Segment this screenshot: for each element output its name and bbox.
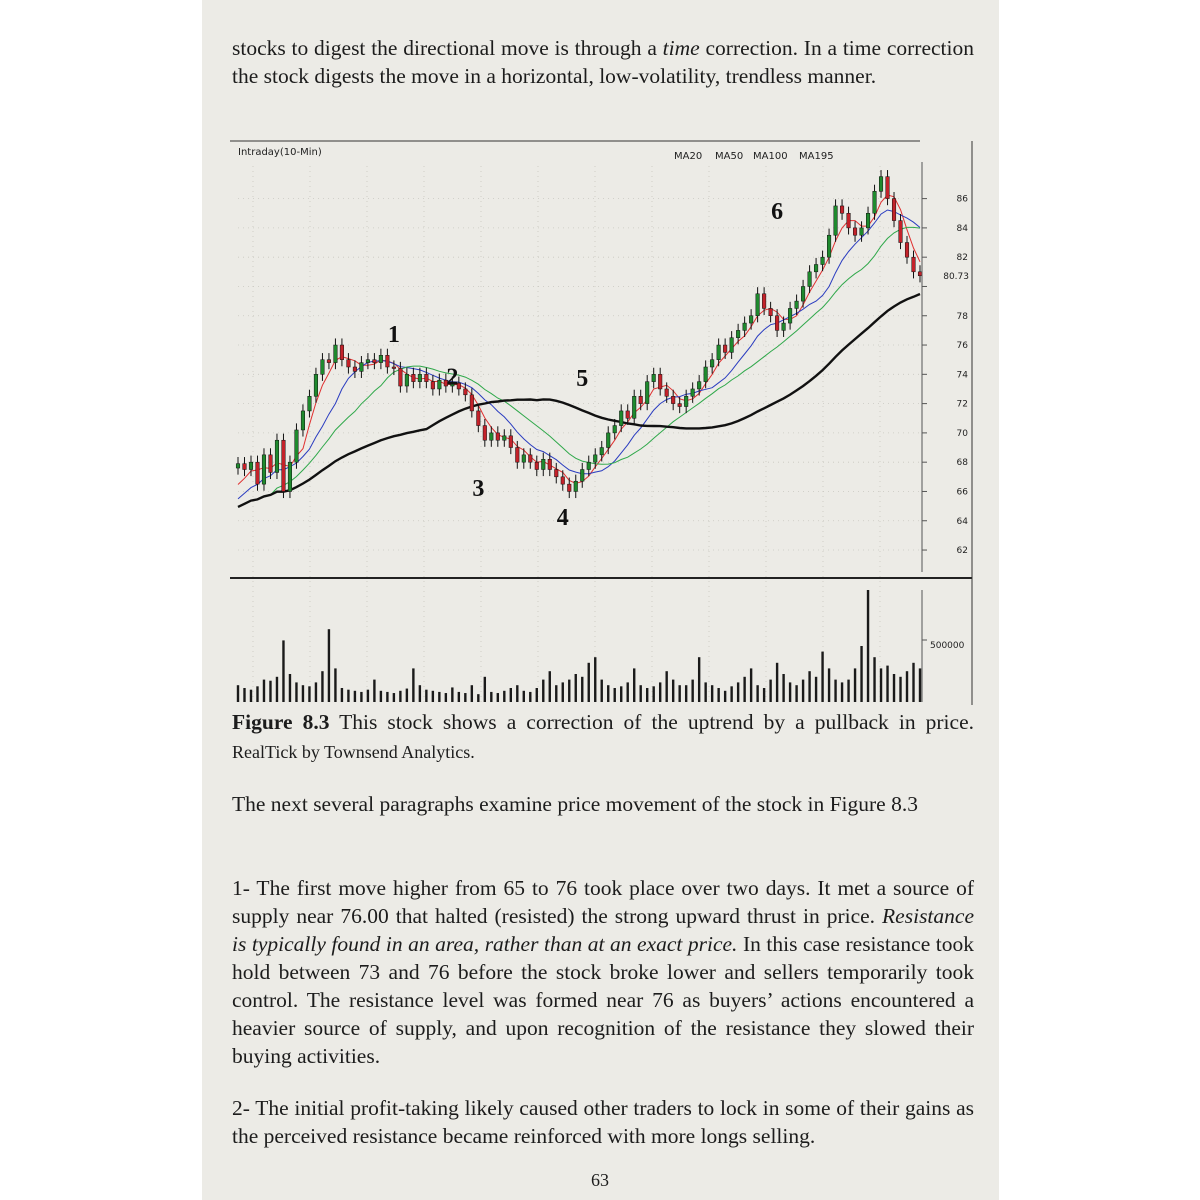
- volume-bar: [614, 688, 616, 702]
- volume-bar: [419, 685, 421, 702]
- volume-bar: [562, 682, 564, 702]
- volume-tick-label: 500000: [930, 641, 965, 651]
- volume-bar: [795, 685, 797, 702]
- candle-body: [652, 374, 656, 381]
- candle-body: [340, 345, 344, 360]
- candle-body: [314, 374, 318, 396]
- volume-bar: [308, 686, 310, 702]
- price-axis: [922, 162, 969, 702]
- candle-body: [431, 382, 435, 389]
- candle-body: [847, 213, 851, 228]
- candle-body: [360, 363, 364, 372]
- volume-bar: [627, 682, 629, 702]
- candle-body: [697, 382, 701, 389]
- volume-bar: [685, 685, 687, 702]
- volume-bar: [743, 677, 745, 702]
- volume-bar: [776, 663, 778, 702]
- candle-body: [905, 243, 909, 258]
- volume-bar: [510, 688, 512, 702]
- volume-bar: [568, 680, 570, 702]
- candle-body: [788, 308, 792, 323]
- volume-bar: [821, 652, 823, 702]
- price-tick-label: 82: [956, 253, 968, 264]
- volume-bar: [282, 640, 284, 702]
- candle-body: [600, 448, 604, 455]
- price-tick-label: 72: [956, 399, 968, 410]
- candle-body: [464, 389, 468, 395]
- legend-ma50: MA50: [715, 151, 744, 162]
- candle-body: [912, 257, 916, 272]
- candle-body: [249, 462, 253, 469]
- volume-bar: [549, 671, 551, 702]
- candle-body: [353, 367, 357, 371]
- volume-bar: [256, 686, 258, 702]
- volume-bar: [906, 671, 908, 702]
- candle-body: [717, 345, 721, 360]
- candle-body: [736, 330, 740, 337]
- candle-body: [496, 433, 500, 440]
- volume-bar: [302, 685, 304, 702]
- wave-labels: [388, 199, 783, 531]
- candle-body: [425, 374, 429, 381]
- candle-body: [392, 367, 396, 369]
- candle-body: [665, 389, 669, 396]
- candle-body: [580, 470, 584, 482]
- volume-bar: [516, 685, 518, 702]
- volume-bar: [724, 691, 726, 702]
- legend-ma195: MA195: [799, 151, 834, 162]
- price-tick-label: 62: [956, 546, 968, 557]
- candle-body: [593, 455, 597, 462]
- price-tick-label: 68: [956, 458, 968, 469]
- candle-body: [334, 345, 338, 363]
- volume-bar: [445, 693, 447, 702]
- candle-body: [567, 484, 571, 491]
- price-tick-label: 78: [956, 311, 968, 322]
- stock-chart: [230, 140, 975, 705]
- volume-bar: [393, 693, 395, 702]
- volume-bar: [399, 691, 401, 702]
- candle-body: [879, 177, 883, 192]
- volume-bar: [477, 694, 479, 702]
- candle-body: [892, 199, 896, 221]
- volume-bar: [737, 682, 739, 702]
- volume-bar: [646, 688, 648, 702]
- candle-body: [503, 436, 507, 440]
- volume-bar: [295, 682, 297, 702]
- candle-body: [561, 477, 565, 484]
- price-candles: [236, 170, 922, 498]
- volume-bar: [321, 671, 323, 702]
- volume-bar: [373, 680, 375, 702]
- candle-body: [243, 464, 247, 470]
- candle-body: [814, 265, 818, 272]
- candle-body: [554, 470, 558, 477]
- candle-body: [710, 360, 714, 367]
- volume-bar: [782, 674, 784, 702]
- volume-bar: [555, 685, 557, 702]
- volume-bar: [854, 668, 856, 702]
- candle-body: [632, 396, 636, 418]
- volume-bar: [893, 674, 895, 702]
- volume-bar: [276, 677, 278, 702]
- volume-bar: [464, 693, 466, 702]
- candle-body: [821, 257, 825, 264]
- volume-bar: [438, 692, 440, 702]
- candle-body: [327, 360, 331, 363]
- candle-body: [490, 433, 494, 440]
- candle-body: [522, 455, 526, 462]
- volume-bar: [691, 680, 693, 702]
- candle-body: [639, 396, 643, 403]
- candle-body: [782, 323, 786, 330]
- volume-bar: [841, 682, 843, 702]
- volume-bar: [750, 668, 752, 702]
- candle-body: [626, 411, 630, 418]
- volume-bar: [698, 657, 700, 702]
- volume-bar: [867, 590, 869, 702]
- intro-to-points-paragraph: The next several paragraphs examine price movement of the stock in Figure 8.3: [232, 792, 918, 816]
- volume-bar: [367, 690, 369, 702]
- volume-bar: [243, 688, 245, 702]
- candle-body: [918, 272, 922, 276]
- volume-bar: [828, 668, 830, 702]
- volume-bar: [237, 685, 239, 702]
- price-tick-label: 66: [956, 487, 968, 498]
- volume-bar: [412, 668, 414, 702]
- candle-body: [671, 396, 675, 403]
- point-one-paragraph: 1- The first move higher from 65 to 76 took place over two days. It met a source of supply near 76.00 that halted (resisted) the strong upward thrust in price. Resistance is typically found in an area, rather than at an exact price. In this case resistance took hold between 73 and 76 before the stock broke lower and sellers temporarily took control. The resistance level was formed near 76 as buyers’ actions encountered a heavier source of supply, and upon recognition of the resistance they slowed their buying activities.: [232, 876, 974, 1068]
- candle-body: [541, 459, 545, 469]
- candle-body: [347, 360, 351, 367]
- candle-body: [412, 374, 416, 381]
- volume-bar: [315, 682, 317, 702]
- candle-body: [528, 455, 532, 462]
- candle-body: [477, 411, 481, 426]
- candle-body: [321, 360, 325, 375]
- volume-bar: [354, 691, 356, 702]
- candle-body: [808, 272, 812, 287]
- candle-body: [795, 301, 799, 308]
- volume-bar: [815, 677, 817, 702]
- volume-bar: [620, 686, 622, 702]
- wave-label-1: 1: [387, 322, 400, 349]
- candle-body: [379, 355, 383, 362]
- candle-body: [756, 294, 760, 316]
- volume-bar: [899, 677, 901, 702]
- price-tick-label: 86: [956, 194, 968, 205]
- candle-body: [301, 411, 305, 430]
- volume-bar: [678, 685, 680, 702]
- volume-bar: [542, 680, 544, 702]
- candle-body: [366, 360, 370, 363]
- volume-bar: [263, 680, 265, 702]
- price-tick-label: 76: [956, 341, 968, 352]
- volume-bar: [484, 677, 486, 702]
- volume-bar: [730, 686, 732, 702]
- candle-body: [691, 389, 695, 396]
- candle-body: [775, 316, 779, 331]
- candle-body: [899, 221, 903, 243]
- volume-bar: [341, 688, 343, 702]
- moving-average-line: [238, 195, 920, 485]
- volume-bar: [717, 688, 719, 702]
- volume-bar: [451, 687, 453, 702]
- volume-bar: [432, 691, 434, 702]
- volume-bar: [769, 680, 771, 702]
- volume-bar: [633, 668, 635, 702]
- candle-body: [295, 430, 299, 462]
- volume-bar: [672, 680, 674, 702]
- volume-bar: [802, 680, 804, 702]
- candle-body: [262, 455, 266, 484]
- candle-body: [308, 396, 312, 411]
- candle-body: [587, 462, 591, 469]
- volume-bar: [289, 674, 291, 702]
- volume-bar: [575, 674, 577, 702]
- candle-body: [684, 396, 688, 406]
- volume-bar: [250, 690, 252, 702]
- candle-body: [288, 462, 292, 491]
- wave-label-6: 6: [771, 199, 784, 226]
- volume-bar: [380, 691, 382, 702]
- volume-bar: [406, 689, 408, 702]
- candle-body: [619, 411, 623, 426]
- candle-body: [516, 448, 520, 463]
- point-two-paragraph: 2- The initial profit-taking likely caused other traders to lock in some of their gains as the perceived resistance became reinforced with more longs selling.: [232, 1096, 974, 1148]
- candle-body: [749, 316, 753, 323]
- candle-body: [509, 436, 513, 448]
- volume-bar: [808, 671, 810, 702]
- candle-body: [470, 395, 474, 411]
- last-price-label: 80.73: [943, 271, 969, 282]
- volume-bar: [640, 685, 642, 702]
- candle-body: [730, 338, 734, 353]
- wave-label-5: 5: [576, 366, 589, 393]
- volume-bar: [334, 668, 336, 702]
- candle-body: [535, 462, 539, 469]
- candle-body: [886, 177, 890, 199]
- wave-label-2: 2: [446, 364, 459, 391]
- volume-bar: [347, 690, 349, 702]
- price-tick-label: 84: [956, 223, 968, 234]
- candle-body: [483, 426, 487, 441]
- price-tick-label: 74: [956, 370, 968, 381]
- candle-body: [873, 191, 877, 213]
- candle-body: [723, 345, 727, 352]
- candle-body: [769, 308, 773, 315]
- legend-ma100: MA100: [753, 151, 788, 162]
- wave-label-3: 3: [472, 475, 485, 502]
- volume-bar: [659, 682, 661, 702]
- volume-bar: [886, 666, 888, 702]
- legend-ma20: MA20: [674, 151, 703, 162]
- volume-bars: [237, 590, 921, 702]
- candle-body: [256, 462, 260, 484]
- candle-body: [704, 367, 708, 382]
- chart-title: Intraday(10-Min): [238, 147, 322, 158]
- volume-bar: [756, 685, 758, 702]
- volume-bar: [704, 682, 706, 702]
- volume-bar: [360, 692, 362, 702]
- volume-bar: [834, 680, 836, 702]
- chart-gridlines: [238, 166, 920, 702]
- volume-bar: [763, 688, 765, 702]
- volume-bar: [912, 663, 914, 702]
- volume-bar: [529, 692, 531, 702]
- candle-body: [853, 228, 857, 235]
- candle-body: [834, 206, 838, 235]
- candle-body: [866, 213, 870, 228]
- volume-bar: [581, 677, 583, 702]
- volume-bar: [919, 668, 921, 702]
- volume-bar: [471, 685, 473, 702]
- price-tick-label: 64: [956, 516, 968, 527]
- volume-bar: [503, 691, 505, 702]
- volume-bar: [880, 668, 882, 702]
- volume-bar: [847, 680, 849, 702]
- volume-bar: [328, 629, 330, 702]
- candle-body: [399, 368, 403, 386]
- candle-body: [840, 206, 844, 213]
- volume-bar: [425, 690, 427, 702]
- chart-canvas: [230, 140, 975, 705]
- candle-body: [762, 294, 766, 309]
- candle-body: [743, 323, 747, 330]
- volume-bar: [601, 680, 603, 702]
- volume-bar: [665, 671, 667, 702]
- candle-body: [269, 455, 273, 473]
- volume-bar: [588, 663, 590, 702]
- volume-bar: [458, 692, 460, 702]
- candle-body: [282, 440, 286, 491]
- volume-bar: [860, 646, 862, 702]
- moving-average-line: [238, 294, 920, 507]
- candle-body: [405, 374, 409, 386]
- candle-body: [275, 440, 279, 472]
- candle-body: [574, 481, 578, 491]
- volume-bar: [497, 693, 499, 702]
- wave-label-4: 4: [556, 505, 569, 532]
- page-number: 63: [591, 1170, 609, 1190]
- candle-body: [860, 228, 864, 235]
- figure-caption: Figure 8.3 This stock shows a correction of the uptrend by a pullback in price. RealTick by Townsend Analytics.: [232, 710, 974, 762]
- volume-bar: [711, 685, 713, 702]
- candle-body: [386, 355, 390, 367]
- volume-bar: [594, 657, 596, 702]
- volume-bar: [490, 692, 492, 702]
- volume-bar: [523, 691, 525, 702]
- volume-bar: [607, 685, 609, 702]
- candle-body: [678, 404, 682, 407]
- candle-body: [606, 433, 610, 448]
- volume-bar: [789, 682, 791, 702]
- volume-bar: [873, 657, 875, 702]
- volume-bar: [269, 681, 271, 702]
- candle-body: [418, 374, 422, 381]
- candle-body: [236, 464, 240, 468]
- candle-body: [645, 382, 649, 404]
- candle-body: [373, 360, 377, 363]
- figure-credit: RealTick by Townsend Analytics.: [232, 742, 475, 762]
- figure-number: Figure 8.3: [232, 710, 330, 734]
- volume-bar: [652, 686, 654, 702]
- price-tick-label: 70: [956, 428, 968, 439]
- candle-body: [801, 286, 805, 301]
- volume-bar: [386, 692, 388, 702]
- candle-body: [548, 459, 552, 469]
- candle-body: [613, 426, 617, 433]
- candle-body: [438, 380, 442, 389]
- intro-paragraph: stocks to digest the directional move is through a time correction. In a time correction the stock digests the move in a horizontal, low-volatility, trendless manner.: [232, 36, 974, 88]
- volume-bar: [536, 688, 538, 702]
- candle-body: [827, 235, 831, 257]
- candle-body: [658, 374, 662, 389]
